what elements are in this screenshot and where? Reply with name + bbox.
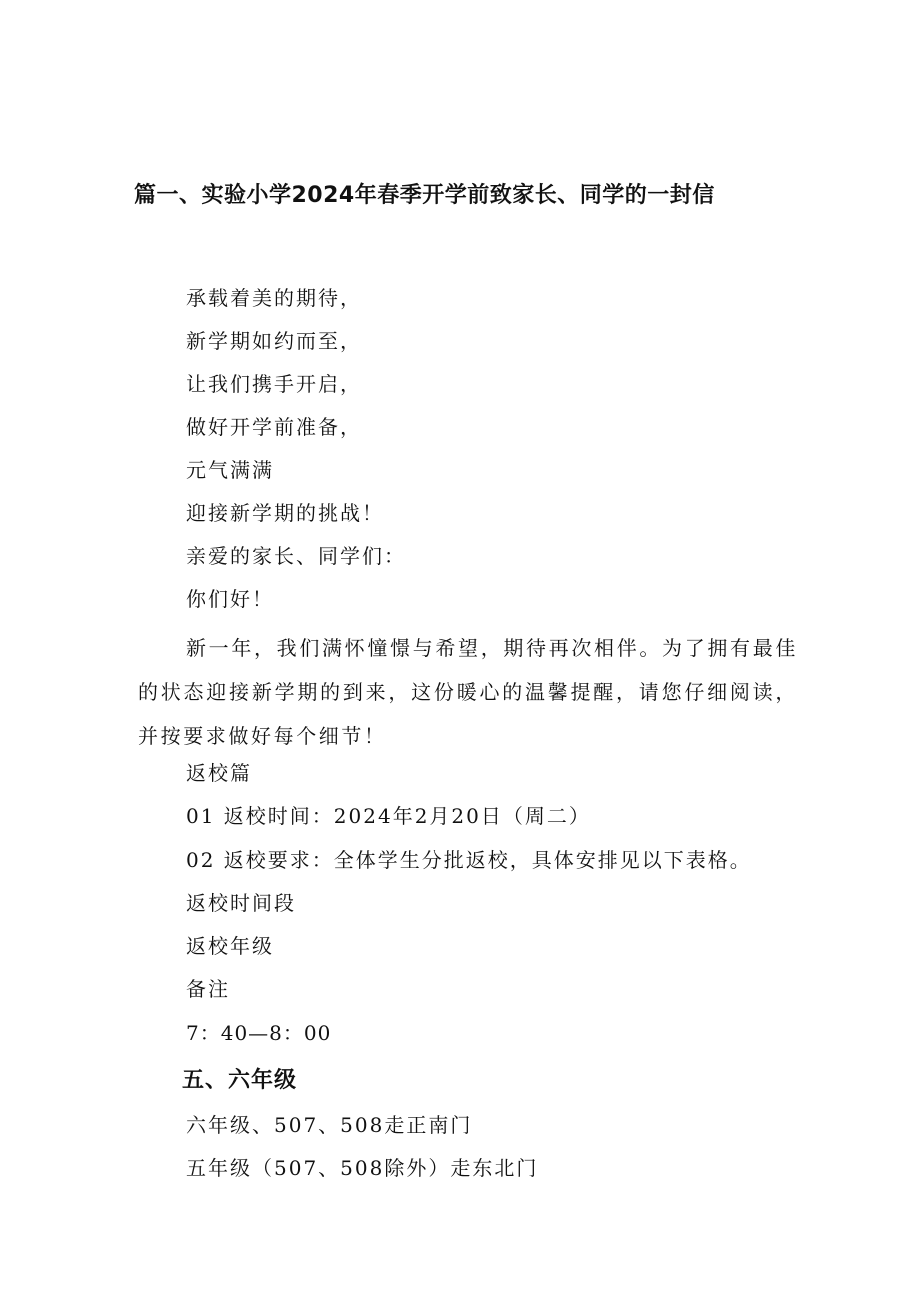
table-header-grade: 返校年级 [186, 934, 274, 958]
document-title: 篇一、实验小学2024年春季开学前致家长、同学的一封信 [134, 183, 715, 208]
return-requirement-item: 02 返校要求：全体学生分批返校，具体安排见以下表格。 [186, 848, 752, 872]
poem-line-4: 做好开学前准备， [186, 415, 362, 439]
grade-group: 五、六年级 [182, 1068, 298, 1093]
return-time-item: 01 返校时间：2024年2月20日（周二） [186, 804, 591, 828]
poem-line-5: 元气满满 [186, 458, 274, 482]
note-line-1: 六年级、507、508走正南门 [186, 1113, 473, 1137]
intro-paragraph: 新一年，我们满怀憧憬与希望，期待再次相伴。为了拥有最佳的状态迎接新学期的到来，这份暖心的温馨提醒，请您仔细阅读，并按要求做好每个细节！ [138, 636, 798, 748]
section-title: 返校篇 [186, 761, 252, 785]
poem-line-2: 新学期如约而至， [186, 329, 362, 353]
poem-line-6: 迎接新学期的挑战！ [186, 501, 384, 525]
poem-line-3: 让我们携手开启， [186, 372, 362, 396]
table-header-time: 返校时间段 [186, 891, 296, 915]
greeting: 你们好！ [186, 587, 274, 611]
table-header-note: 备注 [186, 977, 230, 1001]
poem-line-1: 承载着美的期待， [186, 286, 362, 310]
note-line-2: 五年级（507、508除外）走东北门 [186, 1156, 539, 1180]
time-slot: 7：40—8：00 [186, 1021, 332, 1045]
salutation: 亲爱的家长、同学们： [186, 544, 406, 568]
